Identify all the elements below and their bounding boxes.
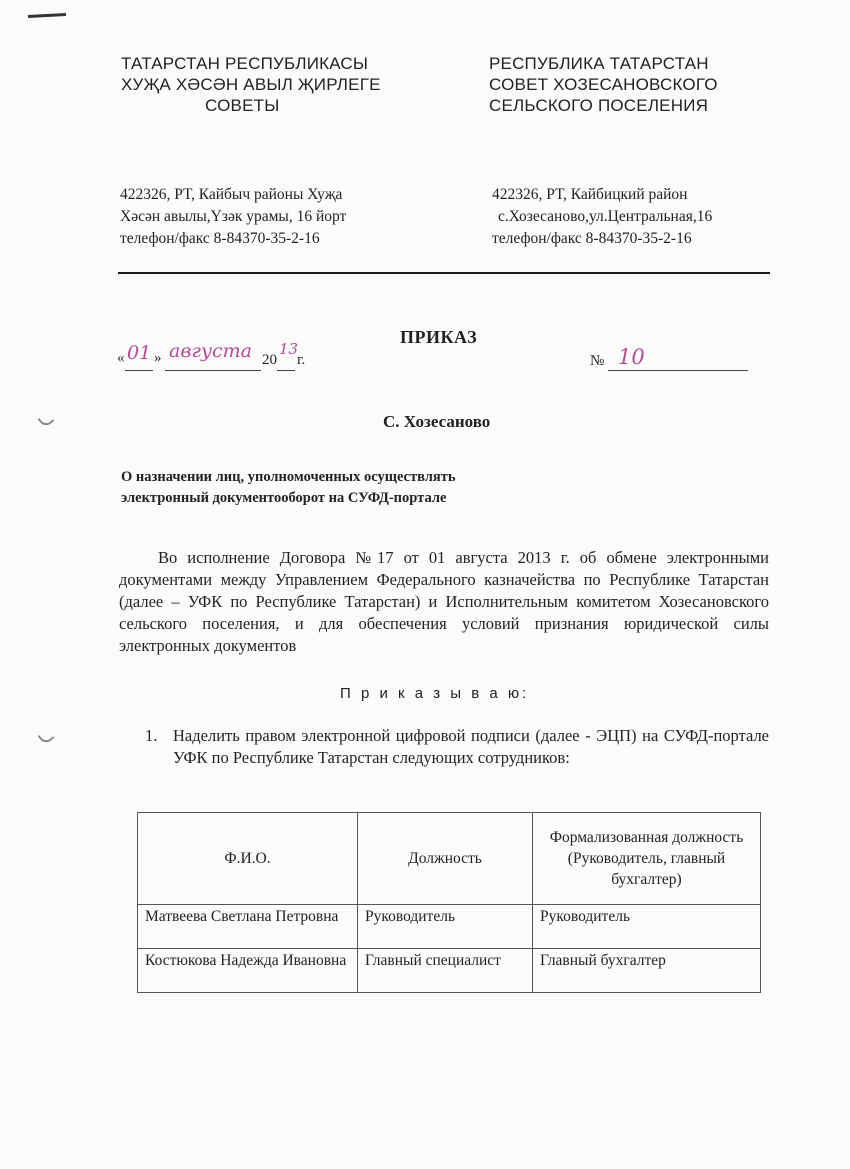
date-close-quote: » [154,350,162,366]
preamble-paragraph: Во исполнение Договора №17 от 01 августа 2013 г. об обмене электронными документами между Управлением Федерального казначейства по Республике Татарстан (далее – УФК по Республике Татарстан) и Исполнительным комитетом Хозесановского сельского поселения, и для обеспечения условий признания юридической силы электронных документов [119,548,769,655]
punch-hole-mark-top [38,412,55,429]
item-1-text: Наделить правом электронной цифровой подписи (далее - ЭЦП) на СУФД-портале УФК по Республике Татарстан следующих сотрудников: [173,726,769,767]
signatories-table [137,812,761,993]
date-open-quote: « [117,350,125,366]
subject-line1: О назначении лиц, уполномоченных осуществлять [121,469,456,485]
scan-edge-mark [28,13,66,18]
header-right-line1: РЕСПУБЛИКА ТАТАРСТАН [489,54,709,73]
document-title: ПРИКАЗ [400,327,478,347]
cell-name: Костюкова Надежда Ивановна [138,949,358,993]
address-right [492,184,712,250]
cell-name: Матвеева Светлана Петровна [138,905,358,949]
date-month-underline [165,370,261,371]
order-subject [121,467,456,509]
date-year-suffix: 13 [279,340,299,358]
address-right-line1: 422326, РТ, Кайбицкий район [492,186,688,203]
header-right-line3: СЕЛЬСКОГО ПОСЕЛЕНИЯ [489,96,709,115]
address-right-line3: телефон/факс 8-84370-35-2-16 [492,230,692,247]
cell-formal-position: Главный бухгалтер [533,949,761,993]
address-left-line1: 422326, РТ, Кайбыч районы Хуҗа [120,186,343,203]
header-cell-position: Должность [358,813,533,905]
header-cell-formal-position: Формализованная должность (Руководитель, главный бухгалтер) [533,813,761,905]
table-row [138,905,761,949]
address-left [120,184,346,250]
order-verb: П р и к а з ы в а ю: [340,685,530,702]
item-1-number: 1. [145,726,158,745]
order-place: С. Хозесаново [383,412,491,431]
date-month: августа [169,340,252,362]
order-date [117,340,327,374]
date-day-underline [125,370,153,371]
header-left-line2: ХУҖА ХӘСӘН АВЫЛ ҖИРЛЕГЕ [121,75,381,94]
punch-hole-mark-bottom [38,729,55,746]
header-left-line3: СОВЕТЫ [205,96,280,115]
number-label: № [590,353,605,369]
table-row [138,949,761,993]
number-value: 10 [618,345,645,369]
address-left-line3: телефон/факс 8-84370-35-2-16 [120,230,320,247]
date-year-prefix: 20 [262,352,277,368]
subject-line2: электронный документооборот на СУФД-портале [121,490,447,506]
address-right-line2: с.Хозесаново,ул.Центральная,16 [498,208,713,225]
table-header-row [138,813,761,905]
number-underline [608,370,748,371]
header-left [121,53,381,116]
header-left-line1: ТАТАРСТАН РЕСПУБЛИКАСЫ [121,54,369,73]
header-cell-fio: Ф.И.О. [138,813,358,905]
date-g: г. [297,352,306,368]
cell-position: Главный специалист [358,949,533,993]
date-day: 01 [127,342,152,364]
address-left-line2: Хәсән авылы,Үзәк урамы, 16 йорт [120,208,347,225]
date-year-underline [277,370,295,371]
order-number [590,345,750,375]
header-right-line2: СОВЕТ ХОЗЕСАНОВСКОГО [489,75,718,94]
header-right [489,53,718,116]
cell-formal-position: Руководитель [533,905,761,949]
cell-position: Руководитель [358,905,533,949]
header-divider [118,272,770,274]
